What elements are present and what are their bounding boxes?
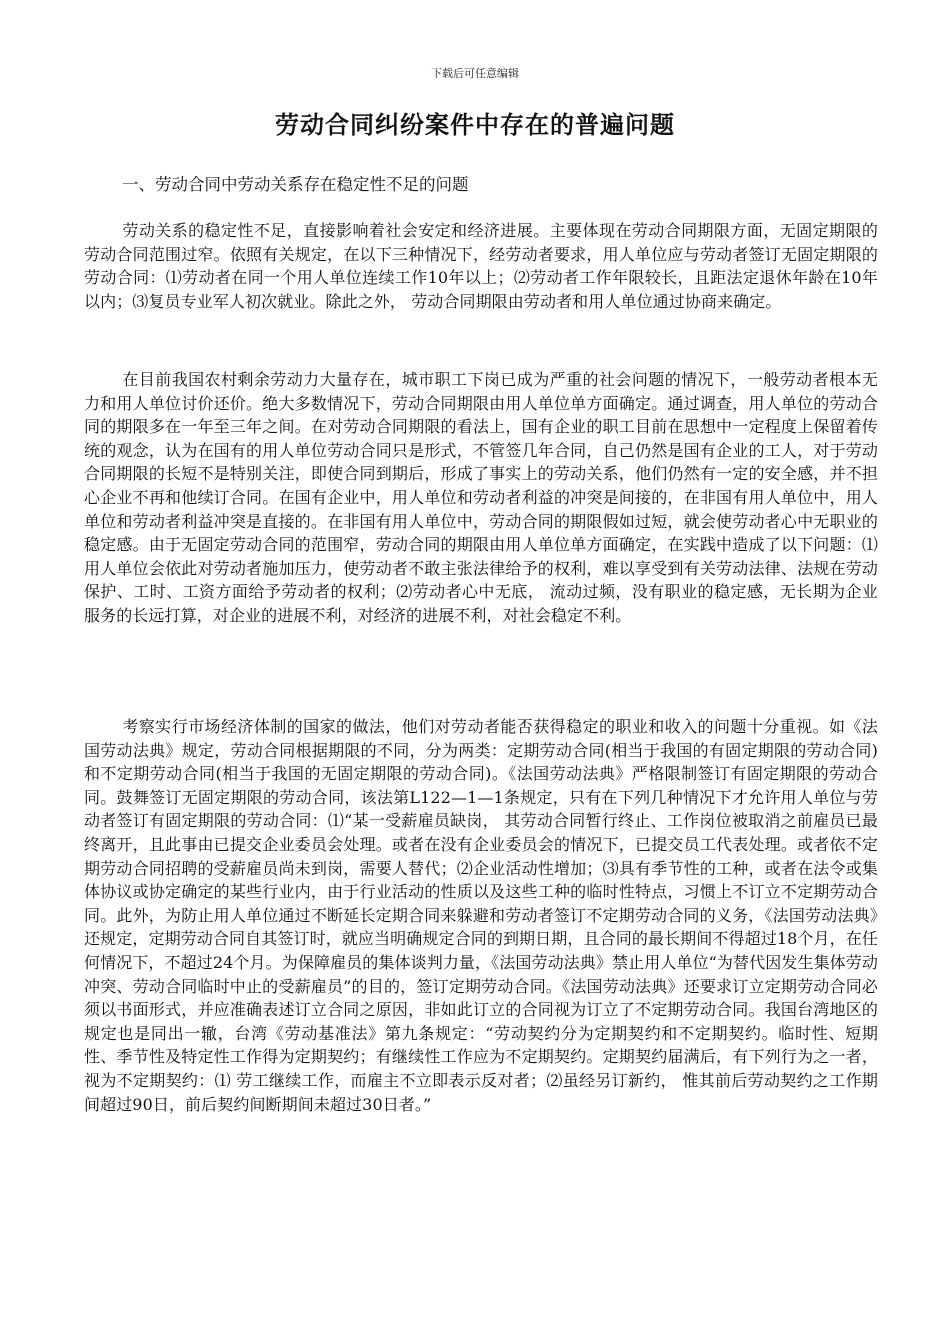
paragraph-2: 在目前我国农村剩余劳动力大量存在，城市职工下岗已成为严重的社会问题的情况下，一般劳动者根本无力和用人单位讨价还价。绝大多数情况下，劳动合同期限由用人单位单方面确定。通过调查，用人单位的劳动合同的期限多在一年至三年之间。在对劳动合同期限的看法上，国有企业的职工目前在思想中一定程度上保留着传统的观念，认为在国有的用人单位劳动合同只是形式，不管签几年合同，自己仍然是国有企业的工人，对于劳动合同期限的长短不是特别关注，即使合同到期后，形成了事实上的劳动关系，他们仍然有一定的安全感，并不担心企业不再和他续订合同。在国有企业中，用人单位和劳动者利益的冲突是间接的，在非国有用人单位中，用人单位和劳动者利益冲突是直接的。在非国有用人单位中，劳动合同的期限假如过短，就会使劳动者心中无职业的稳定感。由于无固定劳动合同的范围窄，劳动合同的期限由用人单位单方面确定，在实践中造成了以下问题：⑴用人单位会依此对劳动者施加压力，使劳动者不敢主张法律给予的权利，难以享受到有关劳动法律、法规在劳动保护、工时、工资方面给予劳动者的权利；⑵劳动者心中无底， 流动过频，没有职业的稳定感，无长期为企业服务的长远打算，对企业的进展不利，对经济的进展不利，对社会稳定不利。 [84,370,878,625]
paragraph-3: 考察实行市场经济体制的国家的做法，他们对劳动者能否获得稳定的职业和收入的问题十分重视。如《法国劳动法典》规定，劳动合同根据期限的不同，分为两类：定期劳动合同(相当于我国的有固定期限的劳动合同)和不定期劳动合同(相当于我国的无固定期限的劳动合同)。《法国劳动法典》严格限制签订有固定期限的劳动合同。鼓舞签订无固定期限的劳动合同，该法第L122—1—1条规定，只有在下列几种情况下才允许用人单位与劳动者签订有固定期限的劳动合同：⑴“某一受薪雇员缺岗， 其劳动合同暂行终止、工作岗位被取消之前雇员已最终离开，且此事由已提交企业委员会处理。或者在没有企业委员会的情况下，已提交员工代表处理。或者依不定期劳动合同招聘的受薪雇员尚未到岗，需要人替代；⑵企业活动性增加；⑶具有季节性的工种，或者在法令或集体协议或协定确定的某些行业内，由于行业活动的性质以及这些工种的临时性特点，习惯上不订立不定期劳动合同。此外，为防止用人单位通过不断延长定期合同来躲避和劳动者签订不定期劳动合同的义务，《法国劳动法典》还规定，定期劳动合同自其签订时，就应当明确规定合同的到期日期，且合同的最长期间不得超过18个月，在任何情况下，不超过24个月。为保障雇员的集体谈判力量，《法国劳动法典》禁止用人单位“为替代因发生集体劳动冲突、劳动合同临时中止的受薪雇员”的目的，签订定期劳动合同。《法国劳动法典》还要求订立定期劳动合同必须以书面形式，并应准确表述订立合同之原因，非如此订立的合同视为订立了不定期劳动合同。我国台湾地区的规定也是同出一辙，台湾《劳动基准法》第九条规定：“劳动契约分为定期契约和不定期契约。临时性、短期性、季节性及特定性工作得为定期契约；有继续性工作应为不定期契约。定期契约届满后，有下列行为之一者，视为不定期契约：⑴ 劳工继续工作，而雇主不立即表示反对者；⑵虽经另订新约， 惟其前后劳动契约之工作期间超过90日，前后契约间断期间未超过30日者。” [84,717,878,1114]
header-note: 下载后可任意编辑 [431,67,519,80]
section-heading: 一、劳动合同中劳动关系存在稳定性不足的问题 [122,175,469,194]
paragraph-1: 劳动关系的稳定性不足，直接影响着社会安定和经济进展。主要体现在劳动合同期限方面，无固定期限的劳动合同范围过窄。依照有关规定，在以下三种情况下，经劳动者要求，用人单位应与劳动者签订无固定期限的劳动合同：⑴劳动者在同一个用人单位连续工作10年以上；⑵劳动者工作年限较长，且距法定退休年龄在10年以内；⑶复员专业军人初次就业。除此之外， 劳动合同期限由劳动者和用人单位通过协商来确定。 [84,221,878,311]
document-title: 劳动合同纠纷案件中存在的普遍问题 [275,110,675,139]
